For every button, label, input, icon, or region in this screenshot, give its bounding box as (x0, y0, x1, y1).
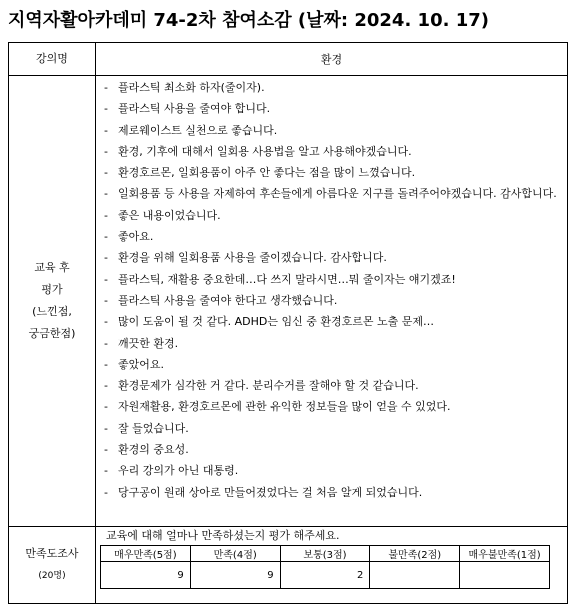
feedback-item (104, 226, 561, 247)
bullet-dash: - (104, 443, 108, 457)
evaluation-label (9, 76, 96, 527)
evaluation-row (9, 76, 568, 527)
score-value: 9 (190, 562, 280, 589)
col-header-environment: 환경 (96, 43, 568, 76)
feedback-item (104, 77, 561, 98)
bullet-dash: - (104, 464, 108, 478)
evaluation-label-line: (느낀점, (32, 305, 72, 318)
bullet-dash: - (104, 315, 108, 329)
score-header: 매우불만족(1점) (460, 546, 550, 562)
feedback-item (104, 162, 561, 183)
score-header: 만족(4점) (190, 546, 280, 562)
feedback-item-text: 제로웨이스트 실천으로 좋습니다. (118, 123, 278, 137)
bullet-dash: - (104, 144, 108, 158)
bullet-dash: - (104, 251, 108, 265)
bullet-dash: - (104, 166, 108, 180)
feedback-item (104, 120, 561, 141)
bullet-dash: - (104, 123, 108, 137)
satisfaction-content (96, 527, 568, 604)
bullet-dash: - (104, 187, 108, 201)
satisfaction-row (9, 527, 568, 604)
bullet-dash: - (104, 485, 108, 499)
feedback-item-text: 환경문제가 심각한 거 같다. 분리수거를 잘해야 할 것 같습니다. (118, 379, 419, 393)
feedback-item-text: 환경호르몬, 일회용품이 아주 안 좋다는 점을 많이 느꼈습니다. (118, 166, 416, 180)
feedback-item-text: 깨끗한 환경. (118, 336, 179, 350)
score-value-row (101, 562, 550, 589)
feedback-list (96, 76, 568, 527)
feedback-item-text: 일회용품 등 사용을 자제하여 후손들에게 아름다운 지구를 돌려주어야겠습니다. 감사합니다. (118, 187, 557, 201)
feedback-item-text: 자원재활용, 환경호르몬에 관한 유익한 정보들을 많이 얻을 수 있었다. (118, 400, 451, 414)
score-value (460, 562, 550, 589)
feedback-item-text: 환경, 기후에 대해서 일회용 사용법을 알고 사용해야겠습니다. (118, 144, 412, 158)
satisfaction-question: 교육에 대해 얼마나 만족하셨는지 평가 해주세요. (106, 529, 340, 542)
feedback-item (104, 183, 561, 204)
col-header-lecture: 강의명 (9, 43, 96, 76)
feedback-item (104, 418, 561, 439)
satisfaction-label-text: 만족도조사 (25, 547, 79, 560)
feedback-item (104, 396, 561, 417)
feedback-item-text: 플라스틱 사용을 줄여야 한다고 생각했습니다. (118, 293, 338, 307)
evaluation-label-line: 교육 후 (34, 261, 70, 274)
bullet-dash: - (104, 336, 108, 350)
evaluation-label-line: 궁금한점) (28, 327, 76, 340)
feedback-item (104, 460, 561, 481)
page-title: 지역자활아카데미 74-2차 참여소감 (날짜: 2024. 10. 17) (8, 10, 489, 31)
score-header: 매우만족(5점) (101, 546, 191, 562)
feedback-item-text: 당구공이 원래 상아로 만들어졌었다는 걸 처음 알게 되었습니다. (118, 485, 423, 499)
feedback-item (104, 98, 561, 119)
feedback-item (104, 205, 561, 226)
feedback-item (104, 482, 561, 503)
bullet-dash: - (104, 81, 108, 94)
feedback-item-text: 우리 강의가 아닌 대통령. (118, 464, 239, 478)
feedback-item (104, 269, 561, 290)
feedback-item-text: 플라스틱 사용을 줄여야 합니다. (118, 102, 271, 116)
table-header-row (9, 43, 568, 76)
bullet-dash: - (104, 379, 108, 393)
feedback-item (104, 141, 561, 162)
feedback-item-text: 플라스틱 최소화 하자(줄이자). (118, 81, 265, 94)
score-value: 2 (280, 562, 370, 589)
bullet-dash: - (104, 293, 108, 307)
feedback-item-text: 좋아요. (118, 230, 154, 244)
feedback-item (104, 247, 561, 268)
score-table (100, 545, 550, 589)
bullet-dash: - (104, 208, 108, 222)
feedback-item (104, 333, 561, 354)
bullet-dash: - (104, 400, 108, 414)
feedback-item (104, 439, 561, 460)
satisfaction-label (9, 527, 96, 604)
respondent-count: (20명) (38, 571, 66, 581)
feedback-item-text: 환경의 중요성. (118, 443, 189, 457)
feedback-item-text: 잘 들었습니다. (118, 421, 189, 435)
feedback-item (104, 311, 561, 332)
feedback-item-text: 플라스틱, 재활용 중요한데…다 쓰지 말라시면…뭐 줄이자는 얘기겠죠! (118, 272, 456, 286)
score-value (370, 562, 460, 589)
score-header: 불만족(2점) (370, 546, 460, 562)
score-header: 보통(3점) (280, 546, 370, 562)
feedback-item (104, 375, 561, 396)
feedback-item-text: 많이 도움이 될 것 같다. ADHD는 임신 중 환경호르몬 노출 문제… (118, 315, 434, 329)
bullet-dash: - (104, 102, 108, 116)
bullet-dash: - (104, 421, 108, 435)
score-header-row (101, 546, 550, 562)
feedback-item-text: 환경을 위해 일회용품 사용을 줄이겠습니다. 감사합니다. (118, 251, 387, 265)
survey-table (8, 42, 568, 604)
feedback-item (104, 354, 561, 375)
score-value: 9 (101, 562, 191, 589)
evaluation-label-line: 평가 (41, 283, 63, 296)
bullet-dash: - (104, 272, 108, 286)
feedback-item-text: 좋았어요. (118, 357, 165, 371)
feedback-item-text: 좋은 내용이었습니다. (118, 208, 221, 222)
bullet-dash: - (104, 230, 108, 244)
bullet-dash: - (104, 357, 108, 371)
feedback-item (104, 290, 561, 311)
